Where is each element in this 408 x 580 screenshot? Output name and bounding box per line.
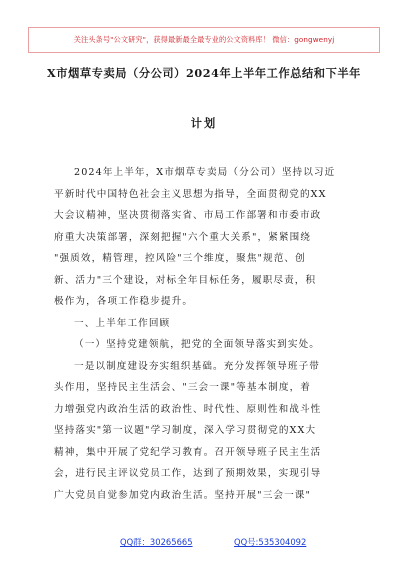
paragraph-2-line: 会，进行民主评议党员工作，达到了预期效果，实现引导: [54, 468, 322, 479]
paragraph-1-line: 平新时代中国特色社会主义思想为指导，全面贯彻党的XX: [54, 188, 327, 200]
promo-banner-text: 关注头条号"公文研究"，获得最新最全最专业的公文资料库！ 微信：gongwenyj: [73, 35, 335, 44]
paragraph-2-line: 一是以制度建设夯实组织基础。充分发挥领导班子带: [74, 360, 320, 372]
paragraph-1-line: 新、活力"三个建设，对标全年目标任务，履职尽责，积: [54, 274, 317, 286]
paragraph-1-line: "强质效，精管理，控风险"三个维度，聚焦"规范、创: [54, 253, 306, 264]
document-body: [54, 162, 358, 506]
paragraph-2-line: 广大党员自觉参加党内政治生活。坚持开展"三会一课": [54, 489, 311, 501]
paragraph-1-line: 大会议精神，坚决贯彻落实省、市局工作部署和市委市政: [54, 210, 322, 221]
subsection-heading-1: （一）坚持党建领航，把党的全面领导落实到实处。: [74, 339, 320, 350]
paragraph-2-line: 头作用，坚持民主生活会、"三会一课"等基本制度，着: [54, 382, 311, 393]
promo-banner: [28, 27, 380, 53]
paragraph-2-line: 力增强党内政治生活的政治性、时代性、原则性和战斗性: [54, 403, 322, 415]
paragraph-1-line: 2024年上半年，X市烟草专卖局（分公司）坚持以习近: [74, 167, 336, 178]
page-footer: [0, 536, 408, 550]
paragraph-2-line: 坚持落实"第一议题"学习制度，深入学习贯彻党的XX大: [54, 425, 317, 436]
qq-group-link[interactable]: QQ群：30265665: [120, 537, 193, 547]
paragraph-2-line: 精神，集中开展了党纪学习教育。召开领导班子民主生活: [54, 446, 322, 458]
qq-number-link[interactable]: QQ号:535304092: [234, 537, 307, 547]
document-title-line-2: 计划: [190, 116, 218, 130]
paragraph-1-line: 府重大决策部署，深刻把握"六个重大关系"，紧紧围绕: [54, 231, 311, 243]
paragraph-1-line: 极作为，各项工作稳步提升。: [54, 296, 194, 307]
document-title-line-1: X市烟草专卖局（分公司）2024年上半年工作总结和下半年: [47, 66, 361, 80]
section-heading-1: 一、上半年工作回顾: [74, 317, 171, 329]
